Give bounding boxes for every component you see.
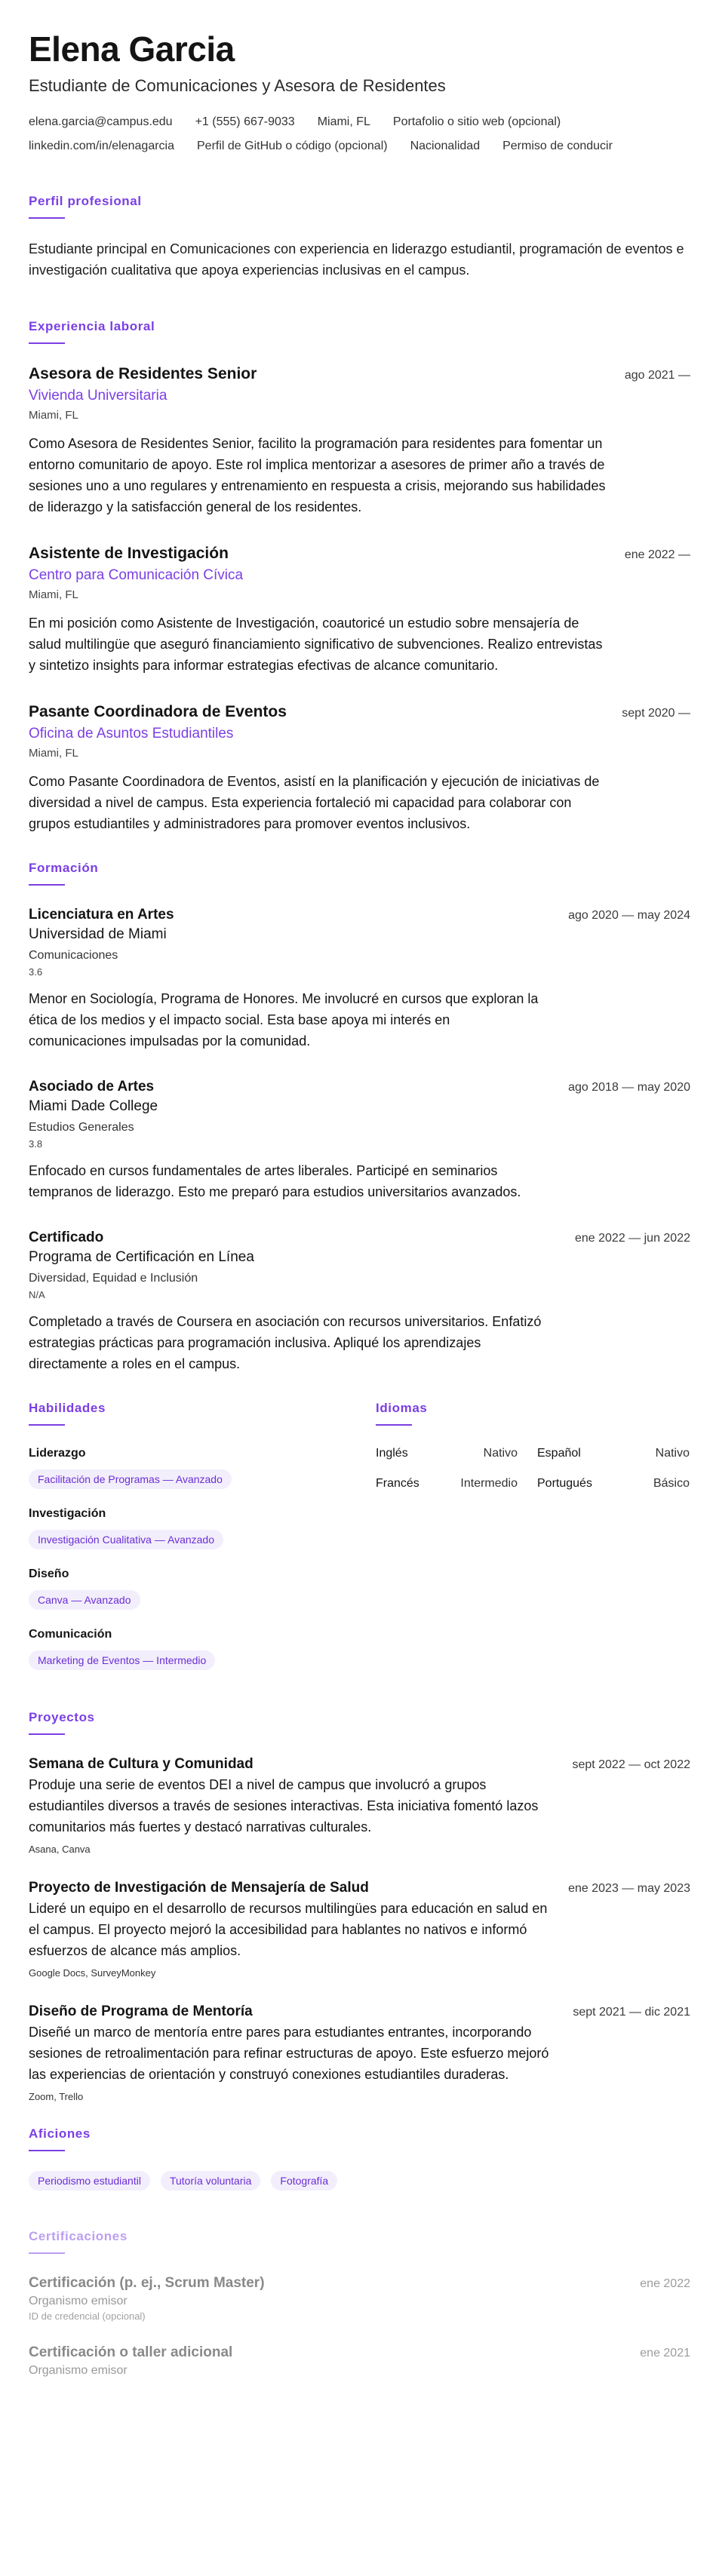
section-title: Proyectos: [29, 1710, 95, 1724]
nationality-text: Nacionalidad: [410, 140, 481, 152]
driving-license-text: Permiso de conducir: [502, 140, 613, 152]
job-location: Miami, FL: [29, 409, 78, 422]
hobby-pill: Fotografía: [271, 2171, 337, 2191]
hobby-list: [29, 2171, 690, 2191]
skill-group: [29, 1566, 376, 1610]
education-section: [29, 860, 690, 1374]
certification-title: Certificación (p. ej., Scrum Master): [29, 2275, 265, 2291]
school-name: Universidad de Miami: [29, 926, 167, 942]
skill-pill: Facilitación de Programas — Avanzado: [29, 1469, 232, 1489]
project-date: sept 2022 — oct 2022: [572, 1758, 690, 1771]
hobbies-section: [29, 2126, 690, 2191]
candidate-name: Elena Garcia: [29, 29, 235, 69]
education-date: ene 2022 — jun 2022: [574, 1232, 690, 1245]
project-description: Lideré un equipo en el desarrollo de recursos multilingües para educación en salud en el campus. El proyecto mejoró la accesibilidad para hablantes no nativos e informó esfuerzos de alcance más amplios.: [29, 1901, 548, 1958]
job-date: sept 2020 —: [622, 707, 690, 720]
experience-section: [29, 318, 690, 834]
section-divider: [29, 217, 65, 219]
certification-issuer: Organismo emisor: [29, 2295, 128, 2307]
summary-text: Estudiante principal en Comunicaciones con experiencia en liderazgo estudiantil, programación de eventos e investigación cualitativa que apoya experiencias inclusivas en el campus.: [29, 241, 684, 278]
job-title: Asesora de Residentes Senior: [29, 365, 257, 382]
language-name: Francés: [376, 1477, 419, 1490]
section-title: Habilidades: [29, 1401, 106, 1415]
language-name: Español: [537, 1447, 581, 1460]
job-location: Miami, FL: [29, 747, 78, 760]
job-description: Como Pasante Coordinadora de Eventos, asistí en la planificación y ejecución de iniciativas de diversidad a nivel de campus. Esta experiencia fortaleció mi capacidad para colaborar con grupos estudiantiles y administradores para promover eventos inclusivos.: [29, 774, 600, 831]
skill-pill: Canva — Avanzado: [29, 1590, 140, 1610]
field-of-study: Comunicaciones: [29, 949, 118, 962]
language-level: Intermedio: [460, 1477, 518, 1490]
project-tools: Asana, Canva: [29, 1844, 91, 1855]
section-title: Experiencia laboral: [29, 319, 155, 333]
school-name: Programa de Certificación en Línea: [29, 1249, 254, 1265]
section-divider: [29, 2150, 65, 2151]
project-title: Semana de Cultura y Comunidad: [29, 1756, 253, 1772]
education-entry: [29, 1228, 690, 1374]
project-tools: Zoom, Trello: [29, 2091, 84, 2102]
section-divider: [29, 2252, 65, 2254]
employer-link[interactable]: Oficina de Asuntos Estudiantiles: [29, 726, 234, 741]
education-date: ago 2018 — may 2020: [568, 1081, 690, 1094]
experience-entry: [29, 702, 690, 834]
phone-text: +1 (555) 667-9033: [195, 115, 295, 128]
job-description: En mi posición como Asistente de Investigación, coautoricé un estudio sobre mensajería de salud multilingüe que aseguró financiamiento significativo de subvenciones. Realizo entrevistas y sintetizo insights para informar estrategias efectivas de alcance comunitario.: [29, 616, 603, 673]
job-description: Como Asesora de Residentes Senior, facilito la programación para residentes para fomentar un entorno comunitario de apoyo. Este rol implica mentorizar a asesores de primer año a través de sesiones uno a uno regulares y entrenamiento en respuesta a crisis, mejorando sus habilidades de liderazgo y la satisfacción general de los residentes.: [29, 436, 606, 514]
section-title: Formación: [29, 861, 99, 875]
certification-title: Certificación o taller adicional: [29, 2344, 233, 2360]
skills-section: [29, 1400, 376, 1687]
email-link[interactable]: elena.garcia@campus.edu: [29, 115, 173, 128]
gpa-value: N/A: [29, 1289, 45, 1300]
language-item: [376, 1445, 533, 1462]
skill-category: Liderazgo: [29, 1447, 86, 1460]
linkedin-link[interactable]: linkedin.com/in/elenagarcia: [29, 140, 174, 152]
section-divider: [29, 884, 65, 886]
projects-section: [29, 1709, 690, 2105]
github-link[interactable]: Perfil de GitHub o código (opcional): [197, 140, 388, 152]
project-tools: Google Docs, SurveyMonkey: [29, 1967, 156, 1979]
section-title: Certificaciones: [29, 2229, 128, 2243]
gpa-value: 3.6: [29, 966, 43, 978]
education-description: Completado a través de Coursera en asociación con recursos universitarios. Enfatizó estrategias prácticas para programación inclusiva. Apliqué los aprendizajes directamente a roles en el campus.: [29, 1314, 542, 1371]
project-description: Produje una serie de eventos DEI a nivel de campus que involucró a grupos estudiantiles diversos a través de sesiones interactivas. Esta iniciativa fomentó lazos comunitarios más fuertes y destacó narrativas culturales.: [29, 1777, 539, 1835]
job-title: Pasante Coordinadora de Eventos: [29, 703, 287, 720]
project-entry: [29, 1878, 690, 1981]
employer-link[interactable]: Centro para Comunicación Cívica: [29, 567, 244, 583]
skill-category: Investigación: [29, 1507, 106, 1520]
section-title: Aficiones: [29, 2126, 91, 2141]
certification-entry: [29, 2343, 690, 2379]
language-row: [376, 1475, 690, 1492]
project-entry: [29, 2002, 690, 2105]
language-item: [533, 1475, 690, 1492]
school-name: Miami Dade College: [29, 1098, 158, 1114]
section-title: Perfil profesional: [29, 194, 142, 208]
skill-pill: Investigación Cualitativa — Avanzado: [29, 1530, 223, 1549]
language-level: Nativo: [483, 1447, 518, 1460]
experience-entry: [29, 543, 690, 676]
section-divider: [29, 342, 65, 344]
contact-row: [29, 113, 690, 131]
employer-link[interactable]: Vivienda Universitaria: [29, 388, 167, 404]
location-text: Miami, FL: [317, 115, 370, 128]
job-date: ene 2022 —: [624, 548, 690, 561]
gpa-value: 3.8: [29, 1138, 43, 1150]
skill-group: [29, 1626, 376, 1670]
section-divider: [376, 1424, 412, 1426]
skills-languages-row: [29, 1400, 690, 1687]
skill-group: [29, 1506, 376, 1549]
language-level: Básico: [653, 1477, 690, 1490]
certification-date: ene 2022: [640, 2277, 690, 2290]
language-name: Inglés: [376, 1447, 408, 1460]
project-title: Diseño de Programa de Mentoría: [29, 2003, 253, 2019]
certification-entry: [29, 2274, 690, 2323]
skill-pill: Marketing de Eventos — Intermedio: [29, 1650, 215, 1670]
job-title: Asistente de Investigación: [29, 545, 229, 562]
education-entry: [29, 905, 690, 1052]
section-divider: [29, 1733, 65, 1735]
credential-id: ID de credencial (opcional): [29, 2310, 146, 2322]
hobby-pill: Tutoría voluntaria: [161, 2171, 260, 2191]
certification-issuer: Organismo emisor: [29, 2364, 128, 2377]
degree-title: Licenciatura en Artes: [29, 907, 174, 923]
field-of-study: Estudios Generales: [29, 1121, 134, 1134]
language-name: Portugués: [537, 1477, 592, 1490]
certifications-section: [29, 2228, 690, 2379]
skill-category: Comunicación: [29, 1628, 112, 1641]
portfolio-link[interactable]: Portafolio o sitio web (opcional): [392, 115, 561, 128]
section-title: Idiomas: [376, 1401, 428, 1415]
education-date: ago 2020 — may 2024: [568, 909, 690, 922]
certification-date: ene 2021: [640, 2347, 690, 2360]
project-date: ene 2023 — may 2023: [568, 1882, 690, 1895]
language-row: [376, 1445, 690, 1462]
education-description: Menor en Sociología, Programa de Honores. Me involucré en cursos que exploran la ética de los medios y el impacto social. Esta base apoya mi interés en comunicaciones impulsadas por la comunidad.: [29, 991, 539, 1049]
project-entry: [29, 1755, 690, 1857]
project-description: Diseñé un marco de mentoría entre pares para estudiantes entrantes, incorporando sesiones de retroalimentación para refinar estructuras de apoyo. Este esfuerzo mejoró las experiencias de orientación y construyó conexiones estudiantiles duraderas.: [29, 2025, 549, 2082]
skill-category: Diseño: [29, 1567, 69, 1580]
project-title: Proyecto de Investigación de Mensajería de Salud: [29, 1880, 369, 1896]
language-item: [376, 1475, 533, 1492]
summary-section: [29, 193, 690, 281]
resume-header: [29, 29, 690, 155]
languages-section: [376, 1400, 690, 1687]
hobby-pill: Periodismo estudiantil: [29, 2171, 150, 2191]
job-date: ago 2021 —: [624, 369, 690, 382]
project-date: sept 2021 — dic 2021: [573, 2006, 690, 2019]
language-item: [533, 1445, 690, 1462]
experience-entry: [29, 364, 690, 517]
section-divider: [29, 1424, 65, 1426]
contact-info: [29, 113, 690, 155]
skill-group: [29, 1445, 376, 1489]
degree-title: Certificado: [29, 1230, 104, 1245]
candidate-headline: Estudiante de Comunicaciones y Asesora de Residentes: [29, 76, 446, 95]
education-entry: [29, 1077, 690, 1202]
degree-title: Asociado de Artes: [29, 1079, 155, 1095]
language-level: Nativo: [655, 1447, 690, 1460]
field-of-study: Diversidad, Equidad e Inclusión: [29, 1272, 198, 1285]
education-description: Enfocado en cursos fundamentales de artes liberales. Participé en seminarios tempranos de liderazgo. Esto me preparó para estudios universitarios avanzados.: [29, 1163, 521, 1199]
contact-row: [29, 137, 690, 155]
job-location: Miami, FL: [29, 588, 78, 601]
